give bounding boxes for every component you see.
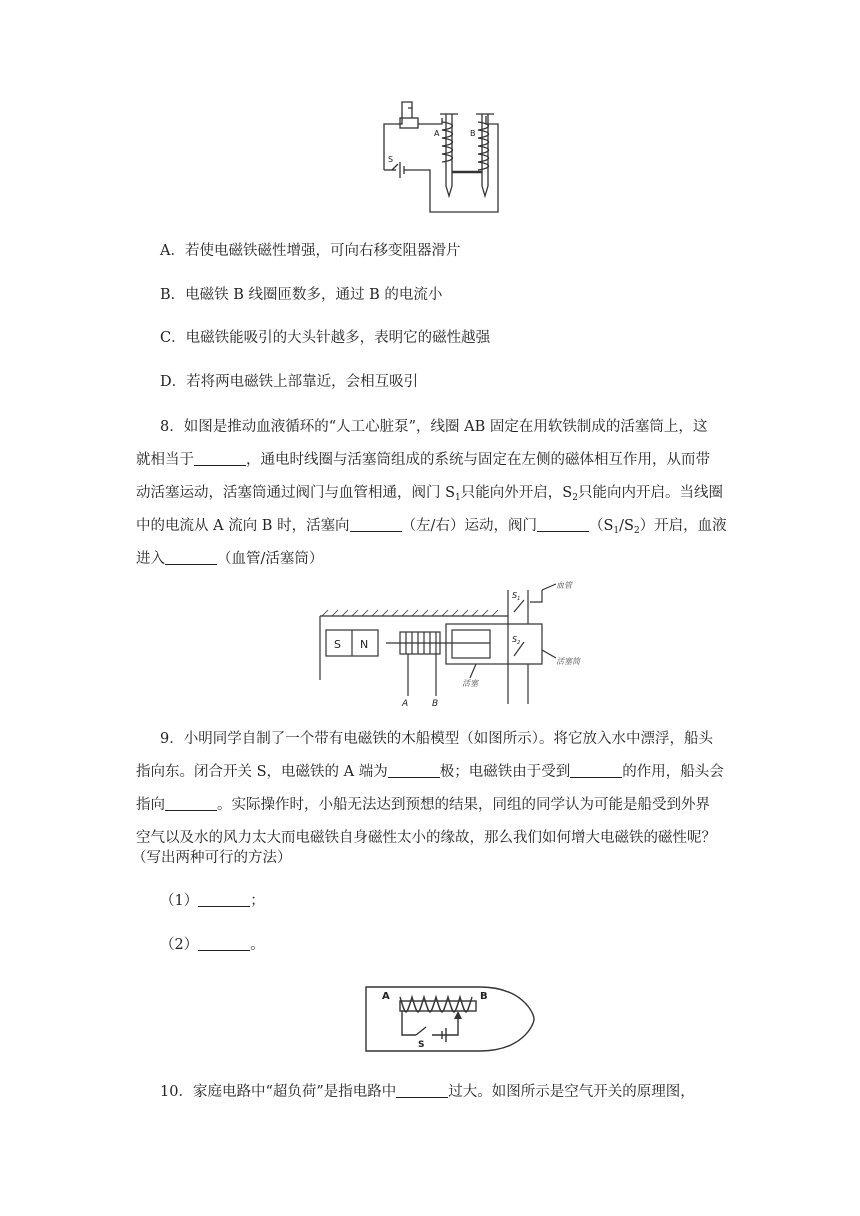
- boat-model-figure: [362, 983, 538, 1055]
- option-c: C．电磁铁能吸引的大头针越多，表明它的磁性越强: [160, 330, 491, 346]
- fig7-label-b: B: [470, 129, 476, 138]
- fig9-label-s: S: [418, 1040, 425, 1050]
- fig8-piston-label: 活塞: [462, 679, 478, 688]
- q8-line-3: 动活塞运动，活塞筒通过阀门与血管相通，阀门 $S_1$只能向外开启，$S_2$只能向内开启。当线圈: [136, 485, 723, 503]
- q9-sub-1: （1） ；: [160, 893, 265, 909]
- q9-blank-3: [165, 796, 217, 811]
- q9-blank-5: [198, 936, 250, 951]
- q8-blank-4: [165, 550, 217, 565]
- fig8-magnet-n: N: [360, 638, 369, 651]
- fig8-label-s1: $S_1$: [512, 591, 521, 602]
- q9-line-4: 空气以及水的风力太大而电磁铁自身磁性太小的缘故，那么我们如何增大电磁铁的磁性呢？: [136, 830, 716, 846]
- option-d: D．若将两电磁铁上部靠近，会相互吸引: [160, 374, 419, 390]
- q8-line-2: 就相当于 ，通电时线圈与活塞筒组成的系统与固定在左侧的磁体相互作用，从而带: [136, 452, 710, 468]
- q9-blank-1: [388, 763, 440, 778]
- q8-blank-3: [537, 517, 589, 532]
- q8-line-4: 中的电流从 A 流向 B 时，活塞向 （左/右）运动，阀门 $(S_1/S_2)$开启，血液: [136, 518, 727, 536]
- q9-line-2: 指向东。闭合开关 S，电磁铁的 A 端为 极；电磁铁由于受到 的作用，船头会: [136, 764, 724, 780]
- q8-blank-1: [194, 451, 246, 466]
- q9-blank-4: [198, 892, 250, 907]
- q8-line-5: 进入 （血管/活塞筒）: [136, 551, 324, 567]
- q9-line-5: （写出两种可行的方法）: [132, 850, 292, 866]
- q10-line-1: 10．家庭电路中“超负荷”是指电路中 过大。如图所示是空气开关的原理图，: [160, 1084, 695, 1100]
- q9-sub-2: （2） 。: [160, 937, 265, 953]
- fig8-label-a: A: [402, 699, 409, 709]
- q8-line-1: 8．如图是推动血液循环的“人工心脏泵”，线圈 AB 固定在用软铁制成的活塞筒上，这: [160, 419, 708, 435]
- fig8-vessel-label: 血管: [556, 581, 572, 590]
- electromagnet-circuit-figure: [370, 100, 530, 220]
- q9-line-1: 9．小明同学自制了一个带有电磁铁的木船模型（如图所示）。将它放入水中漂浮，船头: [160, 731, 713, 747]
- q10-blank-1: [396, 1083, 448, 1098]
- option-a: A．若使电磁铁磁性增强，可向右移变阻器滑片: [160, 243, 461, 259]
- fig7-label-a: A: [434, 129, 440, 138]
- fig8-label-s2: $S_2$: [512, 635, 521, 646]
- fig8-cylinder-label: 活塞筒: [556, 657, 580, 666]
- q9-blank-2: [570, 763, 622, 778]
- fig8-magnet-s: S: [334, 638, 341, 651]
- fig9-label-b: B: [480, 991, 488, 1002]
- fig7-label-s: S: [388, 155, 394, 164]
- fig8-label-b: B: [432, 699, 439, 709]
- q8-blank-2: [350, 517, 402, 532]
- option-b: B．电磁铁 B 线圈匝数多，通过 B 的电流小: [160, 287, 443, 303]
- q9-line-3: 指向 。实际操作时，小船无法达到预想的结果，同组的同学认为可能是船受到外界: [136, 797, 710, 813]
- heart-pump-figure: [316, 580, 606, 710]
- fig9-label-a: A: [382, 991, 390, 1002]
